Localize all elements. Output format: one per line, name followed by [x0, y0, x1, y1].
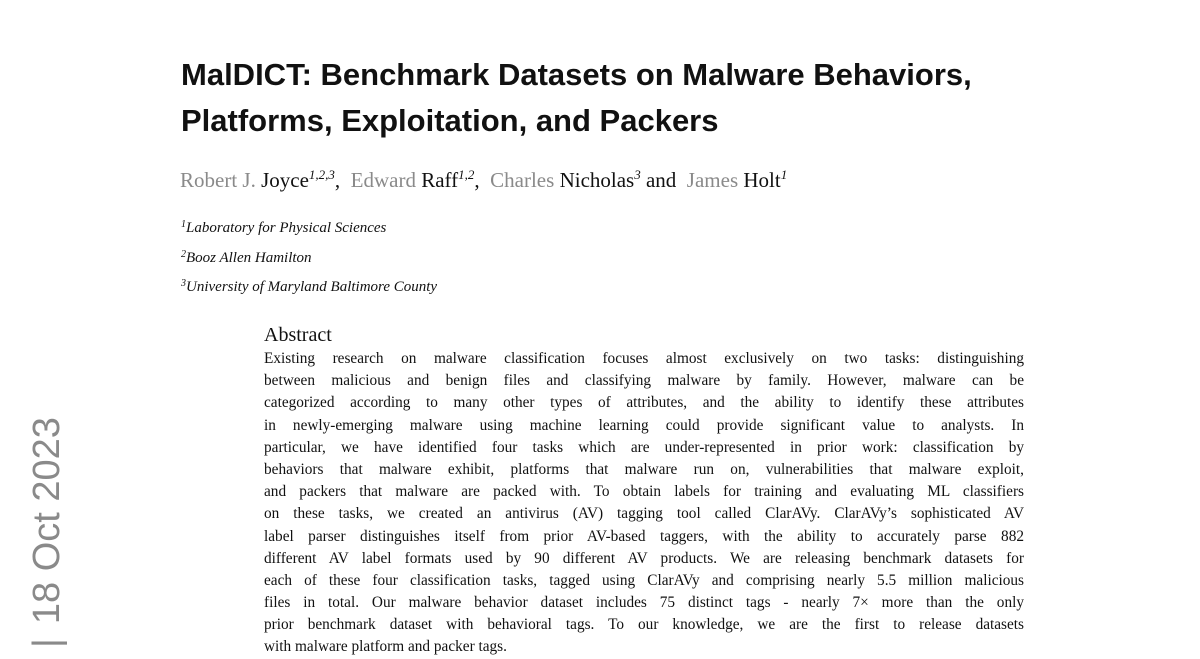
affiliation-item: [181, 271, 437, 301]
abstract-line: on these tasks, we created an antivirus (AV) tagging tool called ClarAVy. ClarAVy’s sophisticated AV: [264, 505, 1024, 523]
abstract-line: and packers that malware are packed with. To obtain labels for training and evaluating ML classifiers: [264, 483, 1024, 501]
author-affiliation-marker: 3: [634, 167, 641, 182]
paper-title-line-1: MalDICT: Benchmark Datasets on Malware Behaviors,: [181, 57, 972, 92]
abstract-line: each of these four classification tasks, tagged using ClarAVy and comprising nearly 5.5 million malicious: [264, 571, 1024, 589]
abstract-line: particular, we have identified four tasks which are under-represented in prior work: classification by: [264, 438, 1024, 456]
author-first-name: Charles: [490, 168, 555, 192]
stamp-divider: |: [26, 638, 68, 648]
abstract-line: with malware platform and packer tags.: [264, 638, 507, 656]
author-list: [180, 160, 787, 195]
affiliation-name: University of Maryland Baltimore County: [186, 279, 438, 295]
affiliation-number: 1: [181, 219, 186, 230]
affiliation-item: [181, 242, 437, 272]
paper-title-line-2: Platforms, Exploitation, and Packers: [181, 103, 719, 138]
affiliation-name: Booz Allen Hamilton: [186, 249, 312, 266]
author-affiliation-marker: 1,2: [458, 167, 475, 182]
abstract-line: files in total. Our malware behavior dataset includes 75 distinct tags - nearly 7× more than the only: [264, 594, 1024, 612]
abstract-line: Existing research on malware classification focuses almost exclusively on two tasks: distinguishing: [264, 350, 1024, 367]
stamp-date: 18 Oct 2023: [26, 417, 68, 625]
paper-title: [181, 52, 1081, 144]
abstract-line: prior benchmark dataset with behavioral tags. To our knowledge, we are the first to release datasets: [264, 616, 1024, 634]
author-nicholas: [490, 168, 641, 192]
abstract-line: between malicious and benign files and classifying malware by family. However, malware can be: [264, 372, 1024, 390]
author-raff: [351, 168, 475, 192]
author-first-name: Edward: [350, 168, 416, 192]
abstract-line: in newly-emerging malware using machine learning could provide significant value to analysts. In: [264, 416, 1024, 434]
author-affiliation-marker: 1: [780, 167, 788, 182]
author-affiliation-marker: 1,2,3: [308, 167, 335, 182]
abstract-line: label parser distinguishes itself from prior AV-based taggers, with the ability to accurately parse 882: [264, 527, 1024, 545]
author-separator: ,: [334, 168, 341, 192]
author-joyce: [180, 168, 335, 192]
author-first-name: James: [686, 168, 739, 192]
affiliation-number: 3: [181, 278, 186, 289]
affiliation-item: [181, 212, 437, 242]
author-last-name: Joyce: [261, 168, 309, 192]
abstract-heading: Abstract: [264, 324, 332, 346]
abstract-line: different AV label formats used by 90 different AV products. We are releasing benchmark datasets for: [264, 549, 1024, 567]
affiliation-number: 2: [181, 248, 186, 260]
author-last-name: Nicholas: [559, 168, 635, 192]
author-last-name: Raff: [421, 168, 459, 192]
author-first-name: Robert J.: [180, 168, 256, 192]
abstract-line: categorized according to many other types of attributes, and the ability to identify these attributes: [264, 394, 1024, 412]
author-separator: ,: [474, 168, 480, 192]
author-holt: [687, 168, 787, 192]
affiliation-name: Laboratory for Physical Sciences: [186, 220, 387, 236]
arxiv-side-stamp: [22, 417, 72, 648]
author-separator: and: [645, 168, 677, 192]
abstract-body: [264, 348, 1024, 659]
abstract-line: behaviors that malware exhibit, platforms that malware run on, vulnerabilities that malware exploit,: [264, 460, 1024, 478]
affiliation-list: [181, 212, 437, 301]
author-last-name: Holt: [743, 168, 781, 192]
